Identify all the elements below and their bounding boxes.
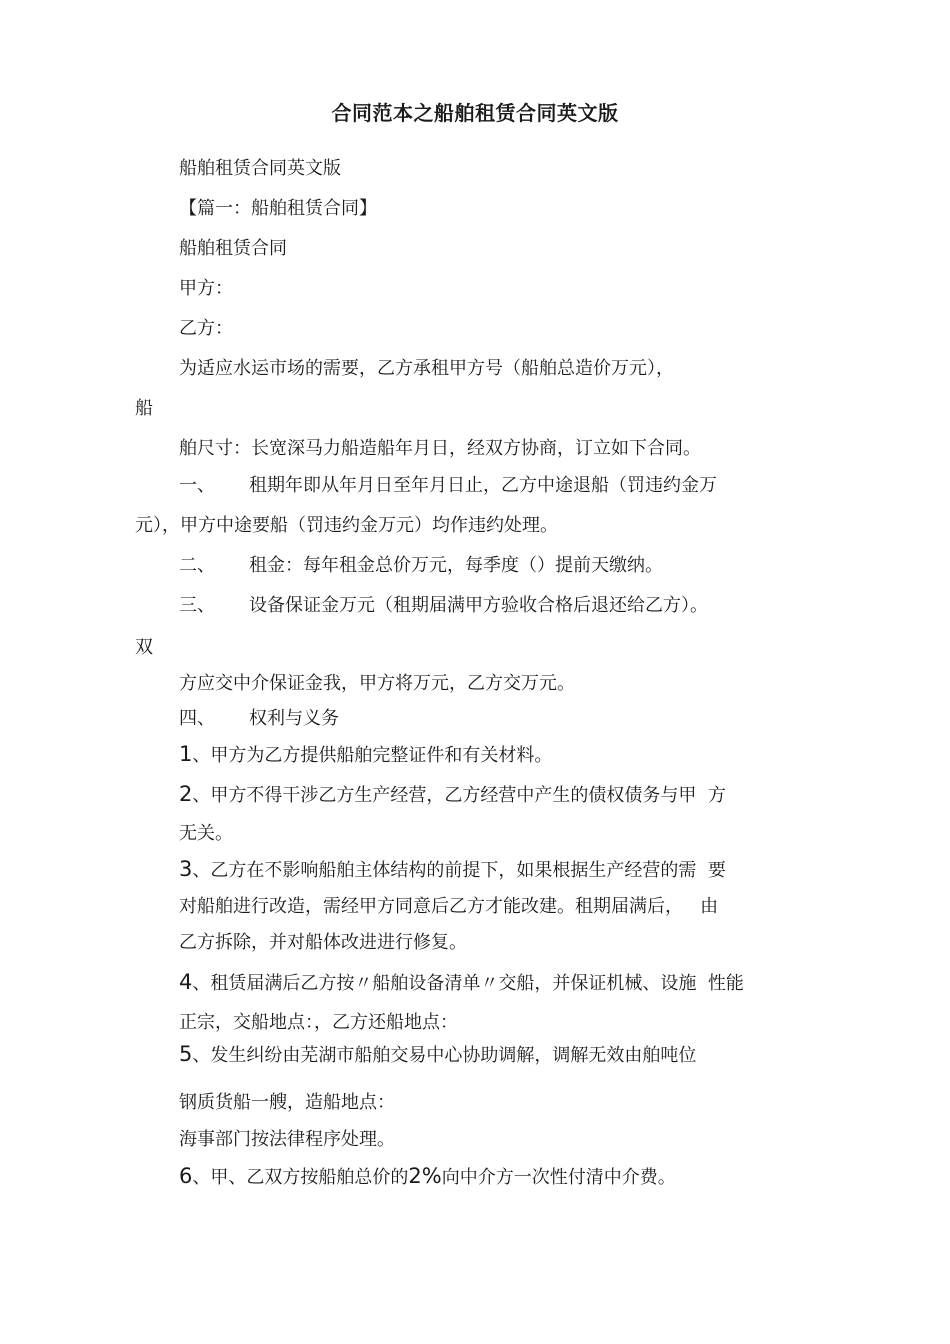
item-4-number: 4 <box>179 970 193 994</box>
clause-1-line <box>179 474 717 498</box>
clause-3-line <box>179 594 708 618</box>
item-2-number: 2 <box>179 782 193 806</box>
subtitle-line: 船舶租赁合同英文版 <box>179 158 341 179</box>
ship-type-line: 钢质货船一艘，造船地点： <box>179 1092 395 1113</box>
item-2-wrap-line: 无关。 <box>179 823 233 844</box>
party-a-line: 甲方： <box>179 278 233 299</box>
item-5-wrap-line: 海事部门按法律程序处理。 <box>179 1129 395 1150</box>
clause-3-text: 设备保证金万元（租期届满甲方验收合格后退还给乙方）。 <box>249 595 708 616</box>
item-6-percent: 2% <box>408 1164 442 1188</box>
item-1-line <box>179 742 552 768</box>
item-5-number: 5 <box>179 1042 193 1066</box>
document-title: 合同范本之船舶租赁合同英文版 <box>331 101 619 125</box>
item-6-text: 、甲、乙双方按船舶总价的 <box>192 1167 409 1188</box>
item-3-wrap-line-1: 对船舶进行改造，需经甲方同意后乙方才能改建。租期届满后， 由 <box>179 896 719 917</box>
item-1-text: 、甲方为乙方提供船舶完整证件和有关材料。 <box>192 745 553 766</box>
clause-3-marker: 三、 <box>179 595 215 616</box>
deposit-line: 方应交中介保证金我，甲方将万元，乙方交万元。 <box>179 673 575 694</box>
item-4-line <box>179 970 744 996</box>
item-3-text: 、乙方在不影响船舶主体结构的前提下，如果根据生产经营的需 要 <box>192 860 726 881</box>
item-6-tail: 向中介方一次性付清中介费。 <box>441 1167 676 1188</box>
clause-1-text: 租期年即从年月日至年月日止，乙方中途退船（罚违约金万 <box>249 475 717 496</box>
clause-2-line <box>179 554 663 578</box>
item-6-line <box>179 1164 676 1190</box>
section-heading-line: 【篇一：船舶租赁合同】 <box>179 198 377 219</box>
item-4-text: 、租赁届满后乙方按〃船舶设备清单〃交船，并保证机械、设施 性能 <box>192 973 744 994</box>
clause-2-text: 租金：每年租金总价万元，每季度（）提前天缴纳。 <box>249 555 663 576</box>
item-3-line <box>179 857 726 883</box>
clause-2-marker: 二、 <box>179 555 215 576</box>
item-2-line <box>179 782 726 808</box>
preamble-wrap-line: 船 <box>135 398 153 419</box>
clause-1-wrap-line: 元），甲方中途要船（罚违约金万元）均作违约处理。 <box>135 515 558 536</box>
preamble-line: 为适应水运市场的需要，乙方承租甲方号（船舶总造价万元）， <box>179 358 674 379</box>
clause-4-line <box>179 707 339 731</box>
item-1-number: 1 <box>179 742 193 766</box>
contract-name-line: 船舶租赁合同 <box>179 238 287 259</box>
clause-3-wrap-line: 双 <box>135 637 153 658</box>
item-4-wrap-line: 正宗，交船地点：，乙方还船地点： <box>179 1012 458 1033</box>
item-2-text: 、甲方不得干涉乙方生产经营，乙方经营中产生的债权债务与甲 方 <box>192 785 726 806</box>
ship-size-line: 舶尺寸：长宽深马力船造船年月日，经双方协商，订立如下合同。 <box>179 438 701 459</box>
party-b-line: 乙方： <box>179 318 233 339</box>
item-6-number: 6 <box>179 1164 193 1188</box>
item-3-number: 3 <box>179 857 193 881</box>
clause-1-marker: 一、 <box>179 475 215 496</box>
item-5-text: 、发生纠纷由芜湖市船舶交易中心协助调解，调解无效由舶吨位 <box>192 1045 697 1066</box>
clause-4-marker: 四、 <box>179 708 215 729</box>
item-5-line <box>179 1042 696 1068</box>
clause-4-text: 权利与义务 <box>249 708 339 729</box>
item-3-wrap-line-2: 乙方拆除，并对船体改进进行修复。 <box>179 932 467 953</box>
